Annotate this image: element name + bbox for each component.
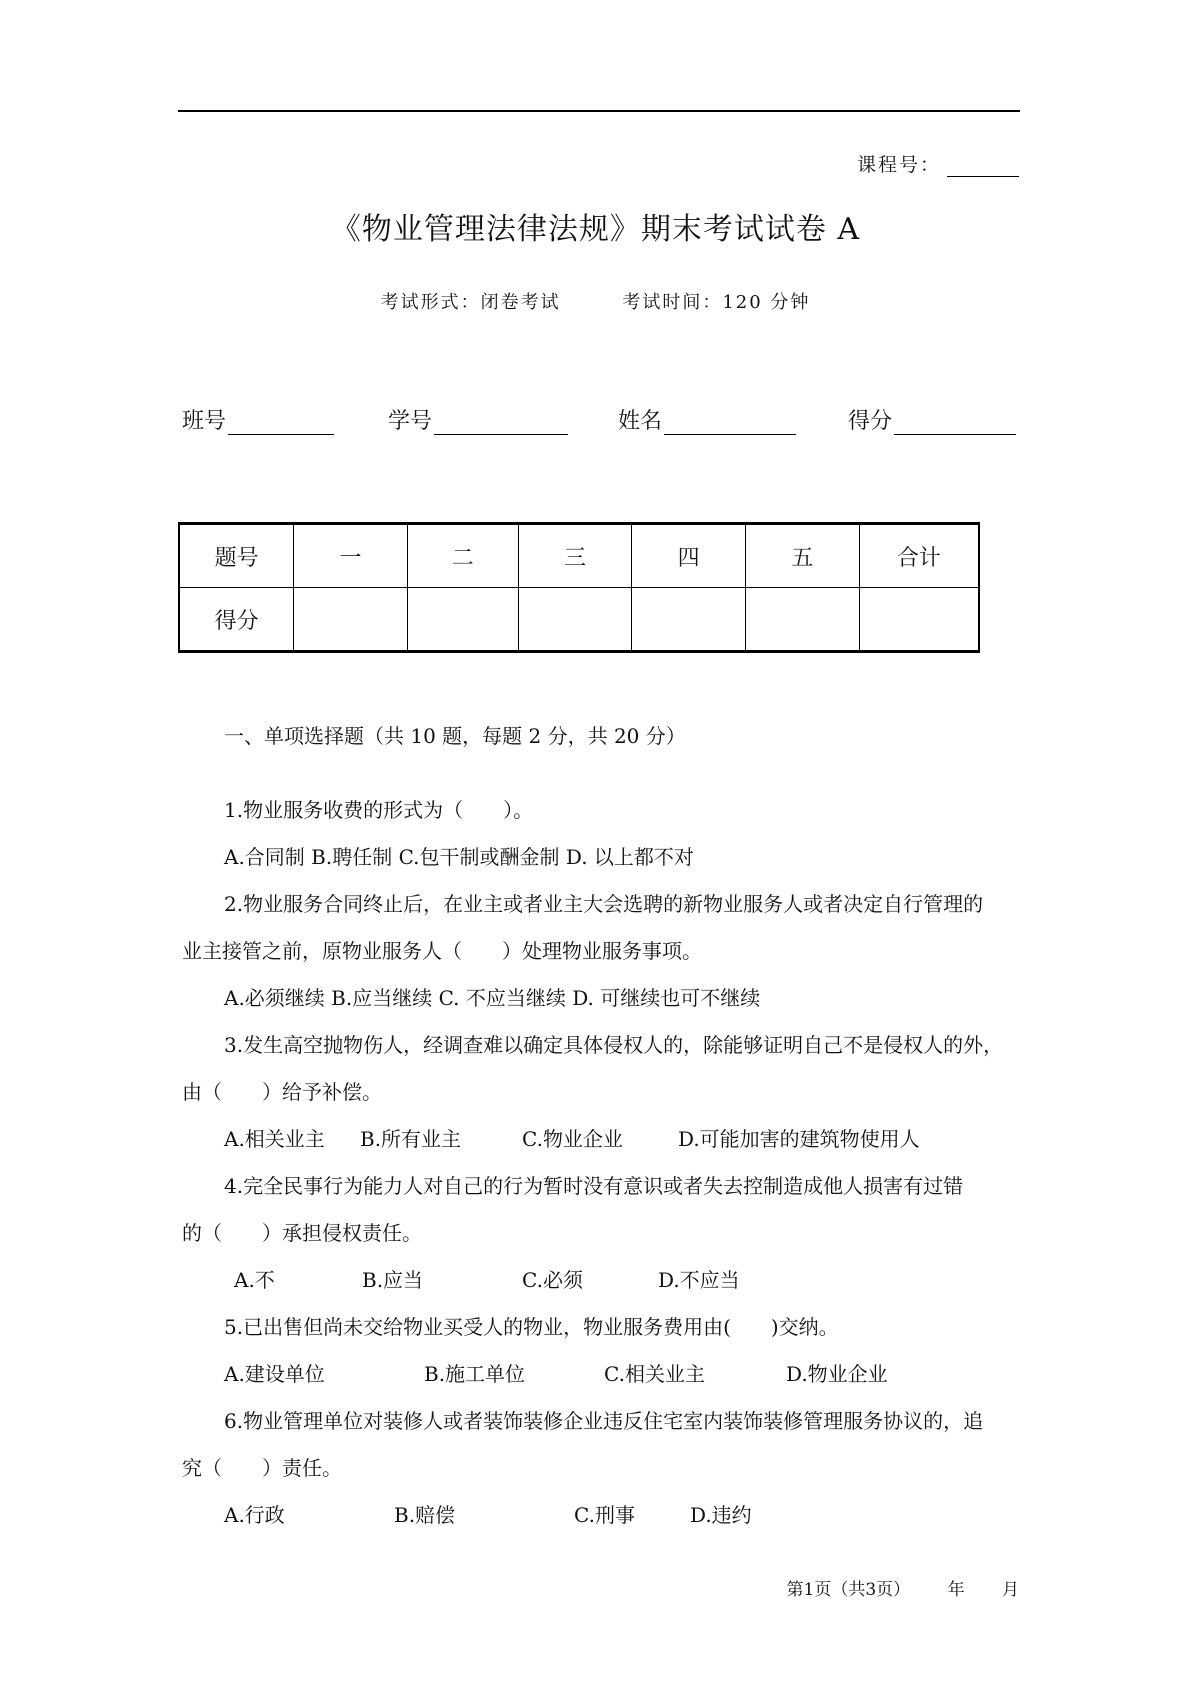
question-3-stem-line1: 3.发生高空抛物伤人，经调查难以确定具体侵权人的，除能够证明自己不是侵权人的外，: [224, 1033, 1004, 1057]
page-number: 第1页（共3页）: [786, 1580, 911, 1600]
question-5-option-a[interactable]: A.建设单位: [224, 1362, 325, 1386]
question-3-option-d[interactable]: D.可能加害的建筑物使用人: [678, 1127, 920, 1151]
course-number-label: 课程号：: [856, 154, 941, 176]
score-input-cell[interactable]: [632, 588, 746, 652]
score-input-cell[interactable]: [859, 588, 979, 652]
class-label: 班号: [182, 409, 227, 434]
score-label: 得分: [848, 409, 893, 434]
score-input-cell[interactable]: [294, 588, 408, 652]
score-table: [178, 522, 980, 653]
score-table-cell: 二: [407, 524, 518, 588]
exam-meta: [0, 288, 1191, 314]
question-6-option-c[interactable]: C.刑事: [574, 1503, 635, 1527]
score-table-score-row: [179, 588, 979, 652]
question-6-option-d[interactable]: D.违约: [690, 1503, 752, 1527]
name-blank[interactable]: [664, 410, 796, 435]
exam-title: 《物业管理法律法规》期末考试试卷 A: [330, 212, 861, 247]
question-2-stem-line2: 业主接管之前，原物业服务人（ ）处理物业服务事项。: [182, 939, 702, 963]
score-table-cell: 合计: [859, 524, 979, 588]
question-1-options[interactable]: A.合同制 B.聘任制 C.包干制或酬金制 D. 以上都不对: [224, 845, 694, 869]
question-3-option-c[interactable]: C.物业企业: [522, 1127, 623, 1151]
question-2-options[interactable]: A.必须继续 B.应当继续 C. 不应当继续 D. 可继续也可不继续: [224, 986, 761, 1010]
exam-form: 考试形式：闭卷考试: [380, 292, 561, 313]
score-blank[interactable]: [894, 410, 1016, 435]
score-input-cell[interactable]: [407, 588, 518, 652]
question-4-stem-line2: 的（ ）承担侵权责任。: [182, 1221, 422, 1245]
question-3-stem-line2: 由（ ）给予补偿。: [182, 1080, 382, 1104]
class-blank[interactable]: [228, 410, 334, 435]
name-label: 姓名: [618, 409, 663, 434]
score-table-cell: 四: [632, 524, 746, 588]
question-6-option-a[interactable]: A.行政: [224, 1503, 285, 1527]
page-footer: [787, 1575, 1019, 1600]
score-table-cell: 题号: [179, 524, 294, 588]
question-4-stem-line1: 4.完全民事行为能力人对自己的行为暂时没有意识或者失去控制造成他人损害有过错: [224, 1174, 964, 1198]
course-number-blank[interactable]: [947, 158, 1019, 177]
question-3-option-a[interactable]: A.相关业主: [224, 1127, 325, 1151]
section-heading: 一、单项选择题（共 10 题，每题 2 分，共 20 分）: [224, 724, 686, 748]
score-table-header-row: [179, 524, 979, 588]
top-rule: [178, 110, 1020, 112]
exam-time: 考试时间：120 分钟: [622, 292, 811, 313]
question-6-option-b[interactable]: B.赔偿: [394, 1503, 456, 1527]
question-3-option-b[interactable]: B.所有业主: [360, 1127, 462, 1151]
question-4-option-b[interactable]: B.应当: [362, 1268, 424, 1292]
question-5-stem: 5.已出售但尚未交给物业买受人的物业，物业服务费用由( )交纳。: [224, 1315, 839, 1339]
score-table-cell: 五: [746, 524, 860, 588]
course-number: [857, 150, 1019, 177]
question-6-stem-line2: 究（ ）责任。: [182, 1456, 342, 1480]
score-input-cell[interactable]: [518, 588, 632, 652]
score-table-cell: 三: [518, 524, 632, 588]
student-no-label: 学号: [388, 409, 433, 434]
student-no-blank[interactable]: [434, 410, 568, 435]
question-5-option-c[interactable]: C.相关业主: [604, 1362, 705, 1386]
question-5-option-b[interactable]: B.施工单位: [424, 1362, 526, 1386]
score-row-label: 得分: [179, 588, 294, 652]
question-4-option-d[interactable]: D.不应当: [658, 1268, 740, 1292]
question-4-option-a[interactable]: A.不: [234, 1268, 275, 1292]
footer-year: 年: [947, 1580, 965, 1600]
question-1-stem: 1.物业服务收费的形式为（ ）。: [224, 798, 534, 822]
score-field: [848, 404, 1016, 435]
name-field: [618, 404, 796, 435]
question-2-stem-line1: 2.物业服务合同终止后，在业主或者业主大会选聘的新物业服务人或者决定自行管理的: [224, 892, 984, 916]
score-table-cell: 一: [294, 524, 408, 588]
student-no-field: [388, 404, 568, 435]
score-input-cell[interactable]: [746, 588, 860, 652]
class-field: [182, 404, 334, 435]
question-6-stem-line1: 6.物业管理单位对装修人或者装饰装修企业违反住宅室内装饰装修管理服务协议的，追: [224, 1409, 984, 1433]
footer-month: 月: [1002, 1580, 1019, 1600]
question-5-option-d[interactable]: D.物业企业: [786, 1362, 888, 1386]
question-4-option-c[interactable]: C.必须: [522, 1268, 583, 1292]
